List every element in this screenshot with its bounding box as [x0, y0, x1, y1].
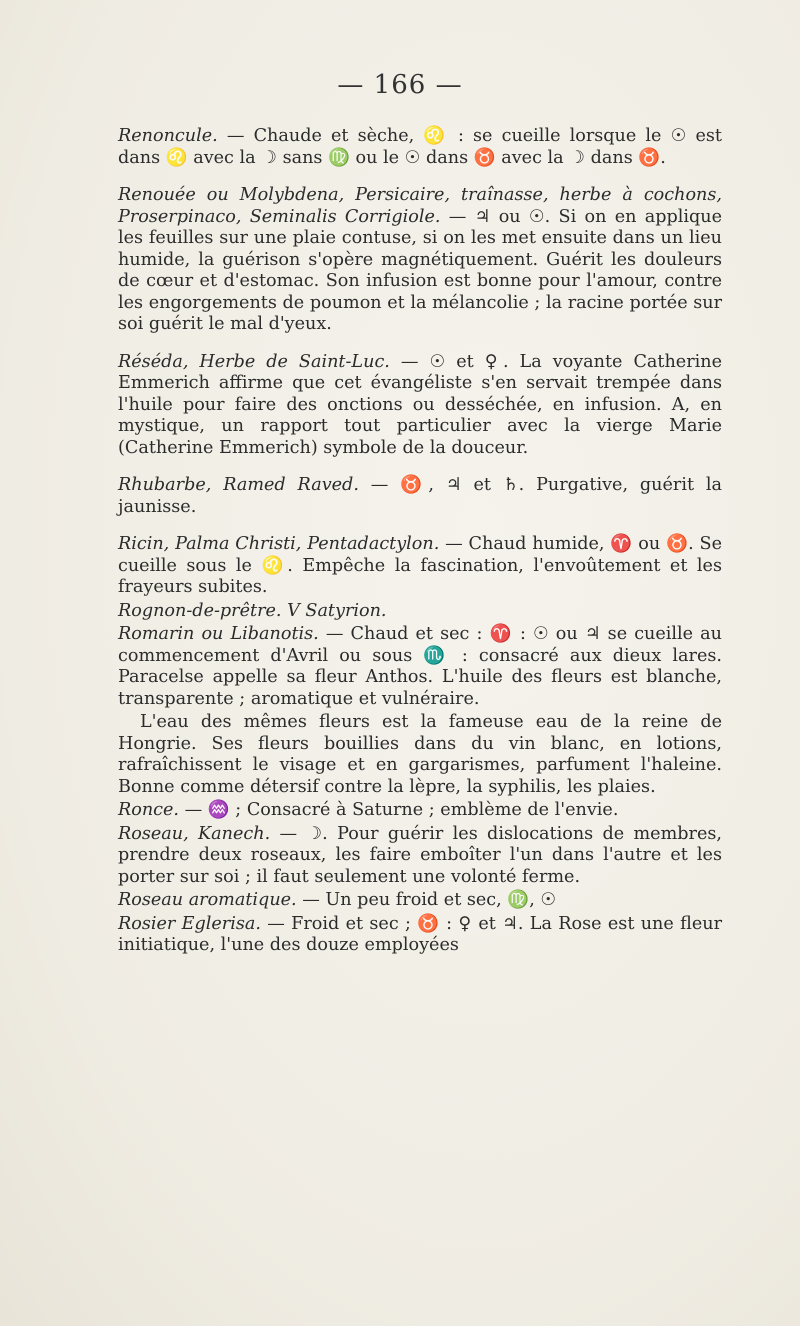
entry-headword: Rhubarbe, Ramed Raved. — [118, 475, 359, 495]
entry-text: — ♒ ; Consacré à Saturne ; emblème de l'envie. — [179, 800, 619, 820]
entry-reseda — [118, 352, 722, 460]
entry-text: — Chaud humide, ♈ ou ♉. Se cueille sous le ♌. Empêche la fascination, l'envoûtement et les frayeurs subites. — [118, 534, 722, 597]
page-number: — 166 — — [337, 70, 463, 100]
entry-headword: Roseau aromatique. — [118, 890, 297, 910]
entry-headword: Renoncule. — [118, 126, 218, 146]
entry-roseau — [118, 824, 722, 889]
entry-ronce — [118, 800, 722, 822]
entry-roseau-aromatique — [118, 890, 722, 912]
entry-rognon — [118, 601, 722, 623]
entry-renoncule — [118, 126, 722, 169]
entry-headword: Réséda, Herbe de Saint-Luc. — [118, 351, 390, 372]
entry-text: — ♃ ou ☉. Si on en applique les feuilles sur une plaie contuse, si on les met ensuite dans un lieu humide, la guérison s'opère magnétiquement. Guérit les douleurs de cœur et d'estomac. Son infusion est bonne pour l'amour, contre les engorgements de poumon et la mélancolie ; la racine portée sur soi guérit le mal d'yeux. — [118, 206, 723, 334]
entry-text: — ☉ et ♀. La voyante Catherine Emmerich affirme que cet évangéliste s'en servait trempée dans l'huile pour faire des onctions ou desséchée, en infusion. A, en mystique, un rapport tout particulier avec la vierge Marie (Catherine Emmerich) symbole de la douceur. — [118, 351, 722, 458]
entry-text: — Chaude et sèche, ♌ : se cueille lorsque le ☉ est dans ♌ avec la ☽ sans ♍ ou le ☉ dans ♉ avec la ☽ dans ♉. — [118, 126, 722, 168]
entry-headword: Rognon-de-prêtre. — [118, 600, 282, 621]
entry-headword: Ronce. — [118, 800, 180, 820]
entry-text: V Satyrion. — [281, 600, 387, 621]
entry-text: — Froid et sec ; ♉ : ♀ et ♃. La Rose est une fleur initiatique, l'une des douze employées — [118, 913, 722, 955]
entry-text: — ☽. Pour guérir les dislocations de membres, prendre deux roseaux, les faire emboîter l'un dans l'autre et les porter sur soi ; il faut seulement une volonté ferme. — [118, 823, 722, 887]
entry-rhubarbe — [118, 475, 722, 518]
entry-text: — ♉, ♃ et ♄. Purgative, guérit la jaunisse. — [118, 475, 723, 517]
text-column — [118, 126, 722, 959]
entry-rosier — [118, 914, 722, 957]
entry-romarin-continued: L'eau des mêmes fleurs est la fameuse eau de la reine de Hongrie. Ses fleurs bouillies dans du vin blanc, en lotions, rafraîchissent le visage et en gargarismes, parfument l'haleine. Bonne comme détersif contre la lèpre, la syphilis, les plaies. — [118, 712, 722, 797]
entry-headword: Rosier Eglerisa. — [118, 913, 261, 934]
entry-ricin — [118, 534, 722, 599]
entry-text: — Un peu froid et sec, ♍, ☉ — [296, 890, 557, 910]
entry-text: — Chaud et sec : ♈ : ☉ ou ♃ se cueille au commencement d'Avril ou sous ♏ : consacré aux dieux lares. Paracelse appelle sa fleur Anthos. L'huile des fleurs est blanche, transparente ; aromatique et vulnéraire. — [118, 624, 722, 709]
entry-headword: Renouée ou Molybdena, Persicaire, traînasse, herbe à cochons, Proserpinaco, Seminalis Corrigiole. — [118, 185, 722, 227]
entry-headword: Romarin ou Libanotis. — [118, 624, 319, 644]
entry-romarin — [118, 624, 722, 710]
entry-renouee — [118, 185, 722, 336]
entry-headword: Ricin, Palma Christi, Pentadactylon. — [118, 534, 440, 554]
entry-headword: Roseau, Kanech. — [118, 823, 271, 844]
